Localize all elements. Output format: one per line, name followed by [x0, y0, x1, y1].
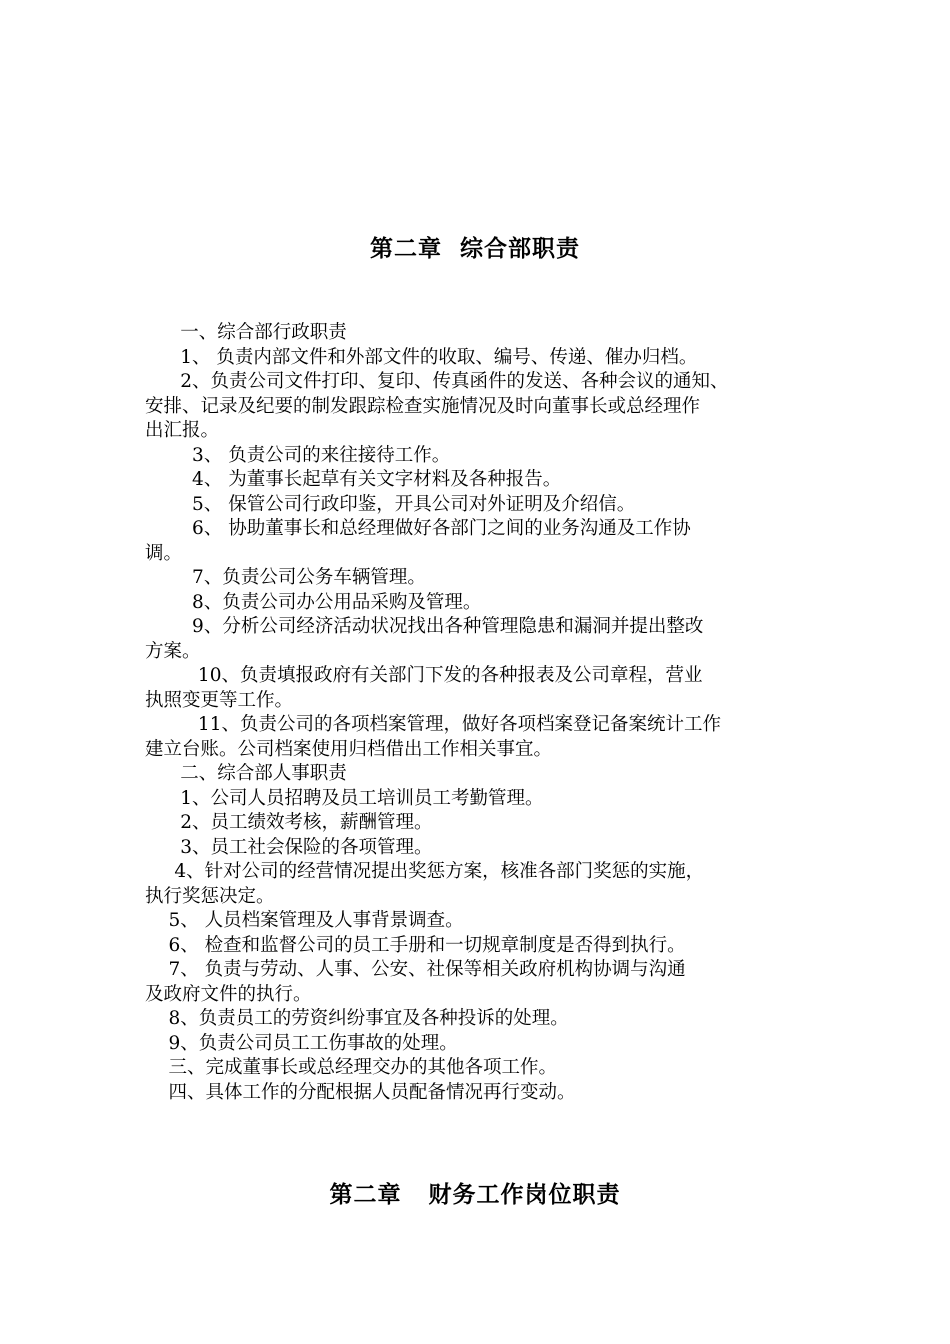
text-line: 及政府文件的执行。 — [145, 983, 312, 1005]
text-line: 8、负责员工的劳资纠纷事宜及各种投诉的处理。 — [145, 1008, 569, 1029]
chapter-title: 第二章 综合部职责 — [369, 236, 580, 262]
text-line: 三、完成董事长或总经理交办的其他各项工作。 — [145, 1057, 558, 1078]
text-line: 建立台账。公司档案使用归档借出工作相关事宜。 — [145, 738, 553, 760]
text-line: 5、 人员档案管理及人事背景调查。 — [145, 910, 464, 931]
text-line: 6、 协助董事长和总经理做好各部门之间的业务沟通及工作协 — [145, 518, 691, 539]
text-line: 3、 负责公司的来往接待工作。 — [145, 444, 451, 466]
text-line: 2、员工绩效考核，薪酬管理。 — [145, 812, 433, 833]
text-line: 8、负责公司办公用品采购及管理。 — [145, 591, 482, 613]
text-line: 6、 检查和监督公司的员工手册和一切规章制度是否得到执行。 — [145, 934, 686, 956]
text-line: 2、负责公司文件打印、复印、传真函件的发送、各种会议的通知、 — [145, 371, 729, 392]
text-line: 安排、记录及纪要的制发跟踪检查实施情况及时向董事长或总经理作 — [145, 395, 701, 417]
text-line: 4、 为董事长起草有关文字材料及各种报告。 — [145, 469, 562, 490]
text-line: 9、负责公司员工工伤事故的处理。 — [145, 1032, 458, 1054]
text-line: 四、具体工作的分配根据人员配备情况再行变动。 — [145, 1081, 576, 1103]
text-line: 11、负责公司的各项档案管理，做好各项档案登记备案统计工作 — [145, 714, 721, 735]
text-line: 执照变更等工作。 — [145, 689, 294, 711]
text-line: 二、综合部人事职责 — [145, 763, 347, 784]
text-line: 执行奖惩决定。 — [145, 885, 275, 907]
text-line: 调。 — [145, 542, 183, 564]
text-line: 一、综合部行政职责 — [145, 322, 347, 343]
text-line: 7、负责公司公务车辆管理。 — [145, 567, 426, 588]
text-line: 9、分析公司经济活动状况找出各种管理隐患和漏洞并提出整改 — [145, 616, 704, 637]
body-text — [145, 321, 815, 1105]
text-line: 1、 负责内部文件和外部文件的收取、编号、传递、催办归档。 — [145, 346, 698, 368]
text-line: 出汇报。 — [145, 420, 220, 441]
text-line: 3、员工社会保险的各项管理。 — [145, 836, 433, 858]
text-line: 1、公司人员招聘及员工培训员工考勤管理。 — [145, 787, 544, 809]
text-line: 方案。 — [145, 640, 201, 662]
chapter-title-finance: 第二章 财务工作岗位职责 — [329, 1182, 621, 1208]
text-line: 10、负责填报政府有关部门下发的各种报表及公司章程，营业 — [145, 665, 703, 686]
text-line: 7、 负责与劳动、人事、公安、社保等相关政府机构协调与沟通 — [145, 959, 686, 980]
text-line: 4、针对公司的经营情况提出奖惩方案，核准各部门奖惩的实施， — [145, 861, 705, 882]
text-line: 5、 保管公司行政印鉴，开具公司对外证明及介绍信。 — [145, 493, 636, 515]
